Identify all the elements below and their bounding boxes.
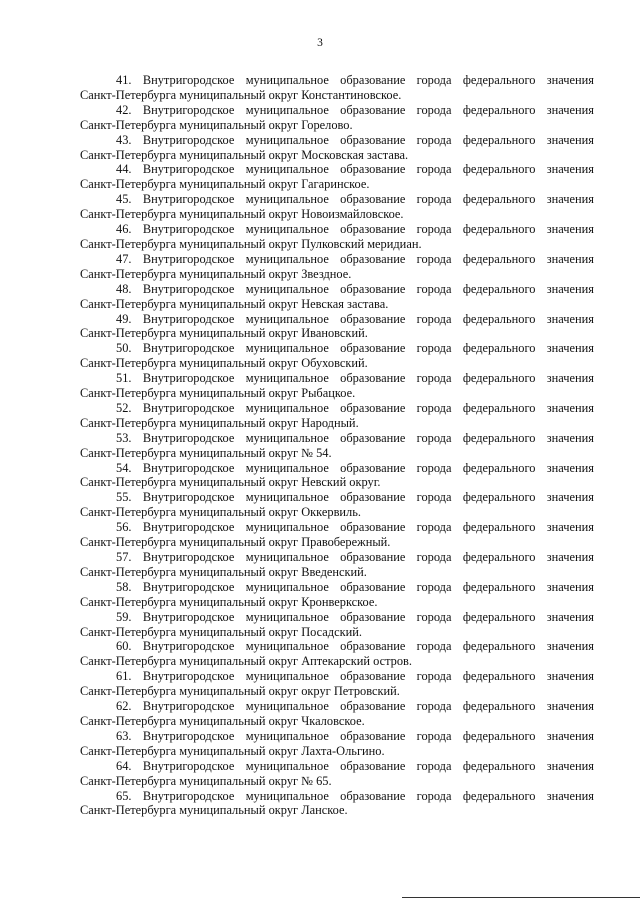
list-item bbox=[80, 401, 594, 431]
item-line-2: Санкт-Петербурга муниципальный округ Гагаринское. bbox=[80, 177, 370, 192]
list-item bbox=[80, 639, 594, 669]
item-list bbox=[80, 73, 594, 818]
item-line-2: Санкт-Петербурга муниципальный округ Чкаловское. bbox=[80, 713, 365, 728]
item-line-2: Санкт-Петербурга муниципальный округ № 65. bbox=[80, 773, 332, 788]
list-item bbox=[80, 669, 594, 699]
list-item bbox=[80, 461, 594, 491]
list-item bbox=[80, 759, 594, 789]
list-item bbox=[80, 282, 594, 312]
list-item bbox=[80, 162, 594, 192]
item-line-2: Санкт-Петербурга муниципальный округ Кронверкское. bbox=[80, 594, 378, 609]
item-line-2: Санкт-Петербурга муниципальный округ Обуховский. bbox=[80, 356, 368, 371]
item-line-1: 59. Внутригородское муниципальное образование города федерального значения bbox=[116, 609, 594, 624]
item-line-1: 41. Внутригородское муниципальное образование города федерального значения bbox=[116, 73, 594, 87]
list-item bbox=[80, 73, 594, 103]
item-line-2: Санкт-Петербурга муниципальный округ Народный. bbox=[80, 415, 359, 430]
item-line-2: Санкт-Петербурга муниципальный округ Рыбацкое. bbox=[80, 386, 356, 401]
item-line-1: 47. Внутригородское муниципальное образование города федерального значения bbox=[116, 251, 594, 266]
item-line-2: Санкт-Петербурга муниципальный округ Московская застава. bbox=[80, 147, 409, 162]
item-line-2: Санкт-Петербурга муниципальный округ Невский округ. bbox=[80, 475, 381, 490]
item-line-1: 60. Внутригородское муниципальное образование города федерального значения bbox=[116, 639, 594, 654]
list-item bbox=[80, 133, 594, 163]
item-line-2: Санкт-Петербурга муниципальный округ Новоизмайловское. bbox=[80, 207, 404, 222]
list-item bbox=[80, 729, 594, 759]
item-line-1: 46. Внутригородское муниципальное образование города федерального значения bbox=[116, 222, 594, 237]
list-item bbox=[80, 610, 594, 640]
list-item bbox=[80, 252, 594, 282]
list-item bbox=[80, 371, 594, 401]
item-line-2: Санкт-Петербурга муниципальный округ Введенский. bbox=[80, 564, 367, 579]
item-line-1: 54. Внутригородское муниципальное образование города федерального значения bbox=[116, 460, 594, 475]
list-item bbox=[80, 490, 594, 520]
item-line-2: Санкт-Петербурга муниципальный округ Константиновское. bbox=[80, 87, 402, 102]
item-line-2: Санкт-Петербурга муниципальный округ Звездное. bbox=[80, 266, 352, 281]
page-number: 3 bbox=[317, 37, 323, 49]
footer-rule bbox=[402, 897, 640, 898]
item-line-2: Санкт-Петербурга муниципальный округ Аптекарский остров. bbox=[80, 654, 412, 669]
item-line-1: 50. Внутригородское муниципальное образование города федерального значения bbox=[116, 341, 594, 356]
item-line-1: 42. Внутригородское муниципальное образование города федерального значения bbox=[116, 102, 594, 117]
list-item bbox=[80, 789, 594, 819]
item-line-1: 62. Внутригородское муниципальное образование города федерального значения bbox=[116, 699, 594, 714]
item-line-1: 53. Внутригородское муниципальное образование города федерального значения bbox=[116, 430, 594, 445]
item-line-1: 49. Внутригородское муниципальное образование города федерального значения bbox=[116, 311, 594, 326]
item-line-1: 52. Внутригородское муниципальное образование города федерального значения bbox=[116, 400, 594, 415]
item-line-2: Санкт-Петербурга муниципальный округ Оккервиль. bbox=[80, 505, 361, 520]
item-line-1: 44. Внутригородское муниципальное образование города федерального значения bbox=[116, 162, 594, 177]
list-item bbox=[80, 520, 594, 550]
list-item bbox=[80, 312, 594, 342]
item-line-2: Санкт-Петербурга муниципальный округ Пулковский меридиан. bbox=[80, 236, 422, 251]
list-item bbox=[80, 699, 594, 729]
item-line-2: Санкт-Петербурга муниципальный округ Ивановский. bbox=[80, 326, 368, 341]
item-line-1: 45. Внутригородское муниципальное образование города федерального значения bbox=[116, 192, 594, 207]
item-line-1: 48. Внутригородское муниципальное образование города федерального значения bbox=[116, 281, 594, 296]
item-line-1: 65. Внутригородское муниципальное образование города федерального значения bbox=[116, 788, 594, 803]
item-line-2: Санкт-Петербурга муниципальный округ Лахта-Ольгино. bbox=[80, 743, 385, 758]
list-item bbox=[80, 103, 594, 133]
list-item bbox=[80, 192, 594, 222]
item-line-1: 55. Внутригородское муниципальное образование города федерального значения bbox=[116, 490, 594, 505]
list-item bbox=[80, 550, 594, 580]
item-line-2: Санкт-Петербурга муниципальный округ Посадский. bbox=[80, 624, 362, 639]
item-line-1: 56. Внутригородское муниципальное образование города федерального значения bbox=[116, 520, 594, 535]
list-item bbox=[80, 222, 594, 252]
item-line-2: Санкт-Петербурга муниципальный округ Ланское. bbox=[80, 803, 348, 818]
list-item bbox=[80, 580, 594, 610]
item-line-1: 57. Внутригородское муниципальное образование города федерального значения bbox=[116, 550, 594, 564]
item-line-2: Санкт-Петербурга муниципальный округ Правобережный. bbox=[80, 535, 391, 550]
list-item bbox=[80, 341, 594, 371]
item-line-1: 61. Внутригородское муниципальное образование города федерального значения bbox=[116, 669, 594, 684]
list-item bbox=[80, 431, 594, 461]
item-line-2: Санкт-Петербурга муниципальный округ Невская застава. bbox=[80, 296, 389, 311]
item-line-1: 51. Внутригородское муниципальное образование города федерального значения bbox=[116, 371, 594, 386]
item-line-1: 64. Внутригородское муниципальное образование города федерального значения bbox=[116, 758, 594, 773]
item-line-2: Санкт-Петербурга муниципальный округ Горелово. bbox=[80, 117, 353, 132]
item-line-2: Санкт-Петербурга муниципальный округ округ Петровский. bbox=[80, 684, 400, 699]
item-line-1: 58. Внутригородское муниципальное образование города федерального значения bbox=[116, 579, 594, 594]
item-line-1: 43. Внутригородское муниципальное образование города федерального значения bbox=[116, 132, 594, 147]
item-line-2: Санкт-Петербурга муниципальный округ № 54. bbox=[80, 445, 332, 460]
item-line-1: 63. Внутригородское муниципальное образование города федерального значения bbox=[116, 728, 594, 743]
